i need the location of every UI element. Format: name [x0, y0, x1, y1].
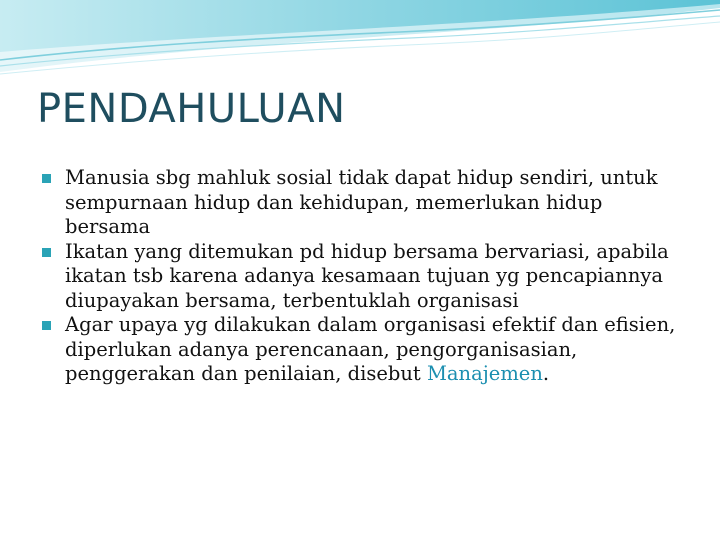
square-bullet-icon	[42, 174, 51, 183]
square-bullet-icon	[42, 248, 51, 257]
bullet-text-before: Agar upaya yg dilakukan dalam organisasi efektif dan efisien, diperlukan adanya perencanaan, pengorganisasian, penggerakan dan penilaian, disebut	[65, 313, 676, 385]
bullet-text-after: .	[542, 362, 550, 385]
bullet-item	[42, 240, 692, 314]
bullet-text: Manusia sbg mahluk sosial tidak dapat hidup sendiri, untuk sempurnaan hidup dan kehidupan, memerlukan hidup bersama	[65, 166, 658, 238]
square-bullet-icon	[42, 321, 51, 330]
bullet-item	[42, 166, 692, 240]
slide-title: PENDAHULUAN	[37, 86, 346, 132]
bullet-list	[42, 166, 692, 387]
highlighted-term: Manajemen	[426, 362, 543, 385]
bullet-item	[42, 313, 692, 387]
header-wave-decoration	[0, 0, 720, 80]
bullet-text: Ikatan yang ditemukan pd hidup bersama bervariasi, apabila ikatan tsb karena adanya kesamaan tujuan yg pencapiannya diupayakan bersama, terbentuklah organisasi	[65, 239, 669, 312]
